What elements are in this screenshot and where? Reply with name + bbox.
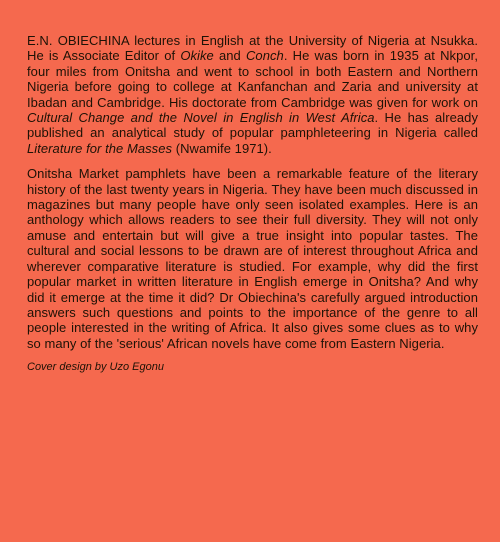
bio-text-5: (Nwamife 1971). <box>172 140 272 156</box>
bio-text-3: . He was born in 1935 at Nkpor, four miles from Onitsha and went to school in both Eastern and Northern Nigeria before going to college at Kanfanchan and Zaria and university at Ibadan and Cambridge. His doctorate from Cambridge was given for work on <box>27 48 478 110</box>
bio-text-1: E.N. OBIECHINA lectures in English at the University of Nigeria at Nsukka. He is Associate Editor of <box>27 33 478 64</box>
thesis-title: Cultural Change and the Novel in English in West Africa <box>27 110 375 126</box>
bio-text-4: . He has already published an analytical study of popular pamphleteering in Nigeria called <box>27 110 478 141</box>
journal-title-okike: Okike <box>180 48 214 64</box>
cover-design-credit: Cover design by Uzo Egonu <box>27 361 164 374</box>
book-title: Literature for the Masses <box>27 140 173 156</box>
bio-text-2: and <box>213 48 246 64</box>
journal-title-conch: Conch <box>245 48 284 64</box>
author-bio-paragraph <box>27 33 478 156</box>
book-description-paragraph: Onitsha Market pamphlets have been a remarkable feature of the literary history of the last twenty years in Nigeria. They have been much discussed in magazines but many people have only seen isolated examples. Here is an anthology which allows readers to see their full diversity. They will not only amuse and entertain but will give a true insight into popular tastes. The cultural and social lessons to be drawn are of interest throughout Africa and wherever comparative literature is studied. For example, why did the first popular market in written literature in English emerge in Onitsha? And why did it emerge at the time it did? Dr Obiechina's carefully argued introduction answers such questions and points to the importance of the genre to all people interested in the writing of Africa. It also gives some clues as to why so many of the 'serious' African novels have come from Eastern Nigeria. <box>27 166 478 351</box>
